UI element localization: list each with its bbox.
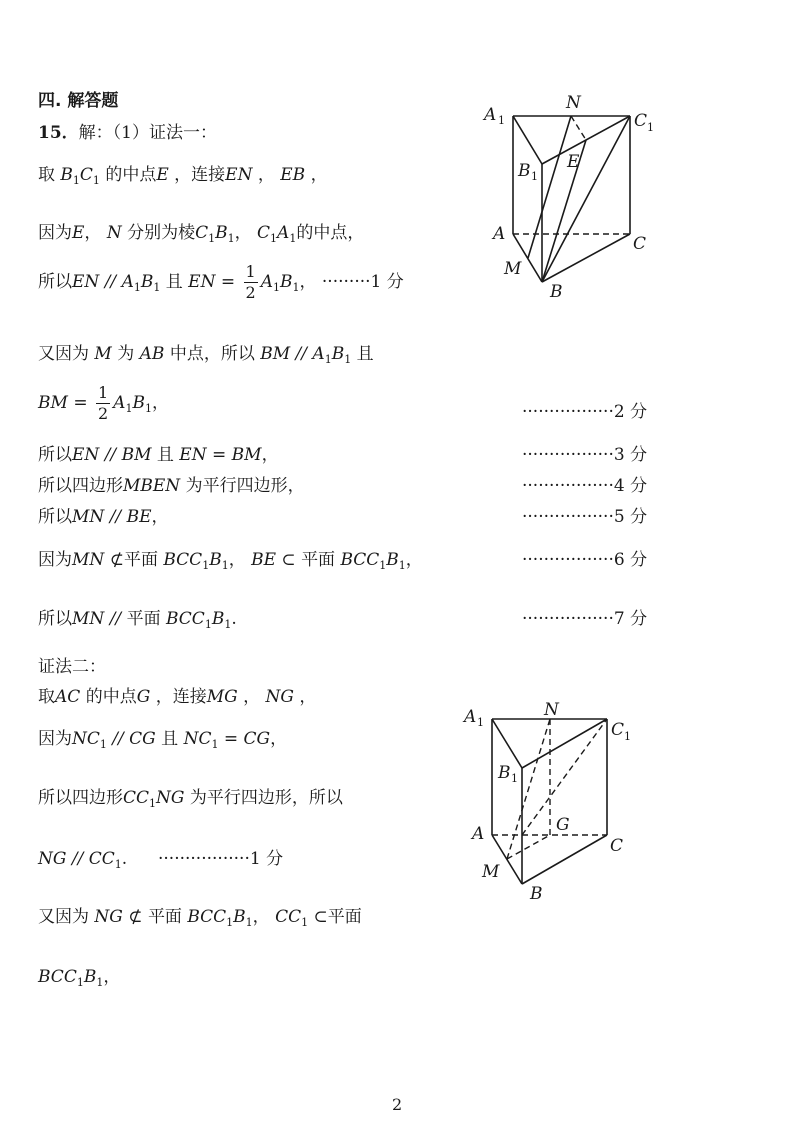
text: ，: [84, 223, 102, 243]
score-dots: ·················: [522, 550, 614, 570]
math: BM: [121, 445, 152, 465]
problem-number: 15．: [38, 123, 79, 143]
text: 且: [156, 445, 174, 465]
math: B: [140, 272, 154, 292]
m1-line-7: [38, 471, 305, 496]
math: BCC: [187, 907, 227, 927]
math: MG: [206, 687, 238, 707]
sub: 1: [227, 232, 235, 245]
text: 所以: [38, 507, 72, 527]
label-n: N: [566, 93, 581, 113]
sub: 1: [125, 402, 133, 415]
math: MBEN: [123, 476, 181, 496]
text: ，: [257, 165, 275, 185]
sub: 1: [153, 281, 161, 294]
text: 取: [38, 687, 55, 707]
math: A: [113, 393, 126, 413]
math: //: [112, 729, 124, 749]
math: B: [215, 223, 228, 243]
math: C: [79, 165, 93, 185]
text: 因为: [38, 223, 72, 243]
math: A: [312, 344, 325, 364]
math: =: [220, 272, 236, 292]
sub: 1: [96, 976, 104, 989]
score-dots: ·················: [157, 849, 250, 869]
prism-solid-edges: [513, 116, 630, 282]
math: ⊄: [109, 550, 124, 570]
score: 1 分: [370, 272, 404, 292]
score-line-2: [522, 397, 647, 422]
sub: 1: [270, 232, 278, 245]
math: NG: [94, 907, 123, 927]
m1-line-1: [38, 160, 328, 187]
sub: 1: [292, 281, 300, 294]
sub: 1: [301, 916, 309, 929]
score: 5 分: [613, 507, 648, 527]
math: BM: [260, 344, 291, 364]
math: M: [94, 344, 112, 364]
math: CC: [88, 849, 115, 869]
math: ⊄: [128, 907, 143, 927]
math: //: [295, 344, 308, 364]
sub: 1: [144, 402, 152, 415]
m1-line-10: [38, 604, 237, 631]
text: 且: [161, 729, 179, 749]
math: BE: [251, 550, 276, 570]
math: B: [60, 165, 73, 185]
numerator: 1: [245, 262, 256, 281]
m1-line-8: [38, 502, 168, 527]
math: B: [233, 907, 246, 927]
math: BM: [231, 445, 262, 465]
sub: 1: [245, 916, 253, 929]
text: ，连接: [155, 687, 207, 707]
m1-line-9: [38, 545, 423, 572]
math: BCC: [165, 609, 205, 629]
text: 且: [356, 344, 374, 364]
math: NC: [183, 729, 212, 749]
text: 分别为棱: [127, 223, 196, 243]
m2-line-3: [38, 783, 343, 810]
score: 7 分: [613, 609, 648, 629]
text: ，: [234, 223, 252, 243]
problem-intro: [38, 118, 217, 143]
prism-figure-2: [462, 700, 662, 900]
section-title: 四. 解答题: [38, 91, 119, 111]
math: EN: [225, 165, 253, 185]
page-number: 2: [392, 1095, 403, 1114]
fraction-half: [244, 264, 258, 301]
sub: 1: [204, 618, 212, 631]
math: A: [121, 272, 134, 292]
text: ，: [252, 907, 270, 927]
edge-b1c1: [522, 719, 607, 768]
math: B: [386, 550, 399, 570]
math: CC: [275, 907, 302, 927]
math: B: [209, 550, 222, 570]
math: BCC: [340, 550, 380, 570]
text: 取: [38, 165, 55, 185]
edge-bc: [522, 835, 607, 884]
math: AB: [139, 344, 165, 364]
text: ，连接: [174, 165, 226, 185]
text: ，: [228, 550, 246, 570]
label-sub: 1: [511, 772, 518, 785]
label-c1: C: [611, 720, 625, 740]
text: 平面: [147, 907, 182, 927]
math: B: [83, 967, 97, 987]
math: MN: [72, 507, 105, 527]
denominator: 2: [245, 283, 256, 302]
math: NG: [38, 849, 67, 869]
label-c1: C: [634, 111, 648, 131]
math: =: [212, 445, 227, 465]
label-m: M: [482, 862, 500, 882]
math: AC: [55, 687, 81, 707]
text: 所以: [38, 272, 72, 292]
text: ，: [151, 507, 169, 527]
text: 平面: [126, 609, 161, 629]
score-dots: ·················: [522, 445, 614, 465]
sub: 1: [76, 976, 84, 989]
text: 平面: [301, 550, 336, 570]
math: EN: [72, 445, 100, 465]
sub: 1: [224, 618, 232, 631]
math: //: [109, 507, 122, 527]
sub: 1: [379, 559, 387, 572]
label-b: B: [550, 282, 563, 302]
math: BCC: [38, 967, 77, 987]
text: ，: [243, 687, 261, 707]
score-dots: ·················: [522, 609, 614, 629]
math: C: [257, 223, 271, 243]
label-b1: B: [498, 763, 511, 783]
text: ，: [310, 165, 328, 185]
m1-line-3: [38, 264, 404, 301]
math: =: [223, 729, 239, 749]
numerator: 1: [97, 383, 109, 402]
sub: 1: [72, 174, 80, 187]
label-c: C: [633, 234, 647, 254]
text: 平面: [123, 550, 158, 570]
label-n: N: [544, 700, 559, 720]
edge-a1b1: [513, 116, 542, 164]
math: NG: [156, 788, 185, 808]
math: //: [104, 445, 117, 465]
text: 因为: [38, 729, 72, 749]
math: E: [156, 165, 169, 185]
text: 平面: [327, 907, 362, 927]
label-e: E: [567, 152, 580, 172]
text: ，: [299, 687, 317, 707]
m2-line-6: [38, 962, 120, 989]
m2-line-1: [38, 682, 316, 707]
sub: 1: [289, 232, 297, 245]
math: //: [71, 849, 84, 869]
math: G: [136, 687, 151, 707]
math: CG: [243, 729, 271, 749]
text: ，: [270, 729, 288, 749]
text: 为: [117, 344, 135, 364]
text: ，: [103, 967, 121, 987]
sub: 1: [149, 797, 157, 810]
text: 又因为: [38, 344, 89, 364]
m1-line-4: [38, 339, 374, 366]
sub: 1: [211, 738, 219, 751]
label-a1: A: [484, 105, 497, 125]
m1-line-5: [38, 385, 169, 422]
label-sub: 1: [498, 114, 505, 127]
score-line-6: [522, 545, 647, 570]
label-a1: A: [464, 707, 477, 727]
edge-a1b1: [492, 719, 522, 768]
math: B: [211, 609, 225, 629]
score: 4 分: [613, 476, 648, 496]
m1-line-6: [38, 440, 279, 465]
sub: 1: [324, 353, 332, 366]
score-line-7: [522, 604, 647, 629]
math: BM: [38, 393, 68, 413]
line-ne-hidden: [571, 116, 586, 140]
text: 所以四边形: [38, 476, 123, 496]
score-dots: ·················: [522, 476, 614, 496]
line-mn: [528, 116, 571, 258]
score: 6 分: [613, 550, 648, 570]
math: B: [280, 272, 293, 292]
label-a: A: [472, 824, 485, 844]
fraction-half: [96, 385, 110, 422]
score: 3 分: [613, 445, 648, 465]
text: 的中点: [105, 165, 157, 185]
text: 所以: [38, 445, 72, 465]
text: 的中点，: [296, 223, 365, 243]
math: ⊂: [313, 907, 328, 927]
text: ，: [151, 393, 169, 413]
math: A: [277, 223, 290, 243]
score: 1 分: [249, 849, 284, 869]
math: EN: [72, 272, 100, 292]
sub: 1: [221, 559, 229, 572]
math: B: [132, 393, 145, 413]
text: 又因为: [38, 907, 89, 927]
label-sub: 1: [624, 730, 631, 743]
problem-intro-text: 解：（1）证法一：: [78, 123, 217, 143]
sub: 1: [344, 353, 352, 366]
math: =: [73, 393, 88, 413]
text: 且: [165, 272, 183, 292]
text: ，: [299, 272, 317, 292]
sub: 1: [398, 559, 406, 572]
text: ，: [261, 445, 279, 465]
math: B: [331, 344, 345, 364]
text: 为平行四边形，所以: [189, 788, 343, 808]
m1-line-2: [38, 218, 364, 245]
label-sub: 1: [477, 716, 484, 729]
sub: 1: [92, 174, 100, 187]
label-sub: 1: [531, 170, 538, 183]
text: ，: [405, 550, 423, 570]
sub: 1: [99, 738, 107, 751]
label-b1: B: [518, 161, 531, 181]
math: NC: [72, 729, 100, 749]
math: MN: [72, 550, 105, 570]
text: .: [121, 849, 128, 869]
math: N: [106, 223, 122, 243]
score-dots: ·················: [522, 402, 614, 422]
text: 所以四边形: [38, 788, 123, 808]
score-dots: ·········: [321, 272, 371, 292]
math: C: [195, 223, 209, 243]
text: 因为: [38, 550, 72, 570]
math: CC: [123, 788, 150, 808]
prism-hidden-edges: [492, 719, 607, 859]
math: NG: [265, 687, 294, 707]
prism-figure-1: [470, 84, 670, 304]
math: A: [260, 272, 273, 292]
label-b: B: [530, 884, 543, 900]
m2-title: 证法二：: [38, 657, 106, 677]
sub: 1: [133, 281, 141, 294]
label-sub: 1: [647, 121, 654, 134]
math: //: [109, 609, 122, 629]
score-line-5: [522, 502, 647, 527]
label-c: C: [610, 836, 624, 856]
math: EB: [280, 165, 306, 185]
math: EN: [188, 272, 216, 292]
sub: 1: [226, 916, 234, 929]
math: ⊂: [281, 550, 296, 570]
score-line-3: [522, 440, 647, 465]
sub: 1: [208, 232, 216, 245]
score: 2 分: [613, 402, 648, 422]
math: E: [72, 223, 85, 243]
m2-line-4: [38, 844, 283, 871]
sub: 1: [114, 858, 122, 871]
m2-line-2: [38, 724, 287, 751]
math: CG: [129, 729, 156, 749]
math: EN: [179, 445, 207, 465]
text: 所以: [38, 609, 72, 629]
label-m: M: [504, 259, 522, 279]
math: MN: [72, 609, 105, 629]
sub: 1: [202, 559, 210, 572]
text: 的中点: [85, 687, 137, 707]
denominator: 2: [97, 404, 109, 423]
score-dots: ·················: [522, 507, 614, 527]
score-line-4: [522, 471, 647, 496]
label-a: A: [493, 224, 506, 244]
math: BE: [126, 507, 152, 527]
math: //: [104, 272, 117, 292]
text: 中点，所以: [169, 344, 255, 364]
text: 为平行四边形，: [185, 476, 305, 496]
m2-line-5: [38, 902, 362, 929]
math: BCC: [163, 550, 203, 570]
sub: 1: [273, 281, 280, 294]
label-g: G: [556, 815, 570, 835]
text: .: [231, 609, 237, 629]
